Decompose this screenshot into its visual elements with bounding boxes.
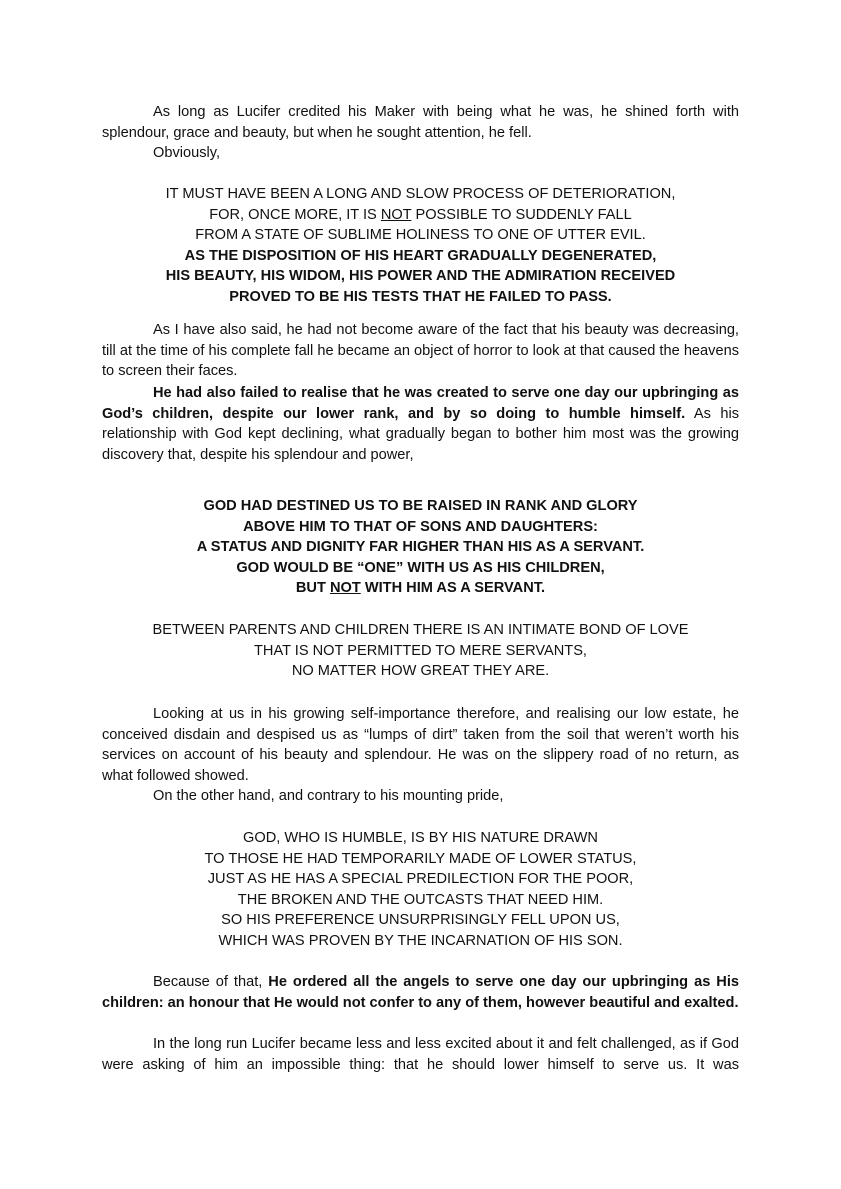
block-2-line-5 xyxy=(102,578,739,599)
block-2-line-5-underlined: NOT xyxy=(329,580,361,597)
paragraph-6 xyxy=(102,1034,739,1075)
paragraph-4-text: Looking at us in his growing self-importance therefore, and realising our low estate, he conceived disdain and despised us as “lumps of dirt” taken from the soil that weren’t worth his services on account of his beauty and splendour. He was on the slippery road of no return, as what followed showed. xyxy=(102,706,739,784)
paragraph-4 xyxy=(102,704,739,807)
centered-block-4 xyxy=(102,828,739,952)
paragraph-1-line-3: Obviously, xyxy=(153,145,221,162)
block-1-line-4 xyxy=(102,246,739,267)
block-2-line-2: ABOVE HIM TO THAT OF SONS AND DAUGHTERS: xyxy=(243,518,598,535)
paragraph-2-text: As I have also said, he had not become aware of the fact that his beauty was decreasing, till at the time of his complete fall he became an object of horror to look at that caused the heavens to screen their faces. xyxy=(102,322,739,380)
paragraph-1 xyxy=(102,102,739,164)
block-1-line-2 xyxy=(102,205,739,226)
block-3-line-2: THAT IS NOT PERMITTED TO MERE SERVANTS, xyxy=(253,642,587,659)
paragraph-3-text xyxy=(102,383,739,465)
block-4-line-5: SO HIS PREFERENCE UNSURPRISINGLY FELL UPON US, xyxy=(221,912,620,929)
block-1-line-6 xyxy=(102,287,739,308)
block-4-line-4: THE BROKEN AND THE OUTCASTS THAT NEED HIM. xyxy=(237,891,604,908)
block-1-line-2-underlined: NOT xyxy=(380,206,412,223)
block-1-line-3: FROM A STATE OF SUBLIME HOLINESS TO ONE OF UTTER EVIL. xyxy=(195,227,646,244)
block-1-line-5 xyxy=(102,266,739,287)
block-3-line-1: BETWEEN PARENTS AND CHILDREN THERE IS AN INTIMATE BOND OF LOVE xyxy=(152,622,689,638)
block-1-line-1: IT MUST HAVE BEEN A LONG AND SLOW PROCESS OF DETERIORATION, xyxy=(165,186,676,202)
block-2-line-4: GOD WOULD BE “ONE” WITH US AS HIS CHILDREN, xyxy=(236,559,605,576)
block-1-line-5-bold: HIS BEAUTY, HIS WIDOM, HIS POWER AND THE ADMIRATION RECEIVED xyxy=(165,268,676,285)
centered-block-1 xyxy=(102,184,739,308)
paragraph-1-line-2: splendour, grace and beauty, but when he sought attention, he fell. xyxy=(102,124,532,141)
block-1-line-2-post: POSSIBLE TO SUDDENLY FALL xyxy=(411,206,632,223)
block-3-line-3: NO MATTER HOW GREAT THEY ARE. xyxy=(291,663,550,680)
block-1-line-2-pre: FOR, ONCE MORE, IT IS xyxy=(209,206,381,223)
centered-block-3 xyxy=(102,620,739,682)
block-2-line-5-post: WITH HIM AS A SERVANT. xyxy=(360,580,546,597)
paragraph-2 xyxy=(102,320,739,382)
centered-block-2 xyxy=(102,496,739,599)
block-2-line-1: GOD HAD DESTINED US TO BE RAISED IN RANK AND GLORY xyxy=(203,498,638,514)
block-2-line-5-pre: BUT xyxy=(295,580,330,597)
block-1-line-6-bold: PROVED TO BE HIS TESTS THAT HE FAILED TO PASS. xyxy=(229,288,612,305)
block-2-line-3: A STATUS AND DIGNITY FAR HIGHER THAN HIS AS A SERVANT. xyxy=(196,539,645,556)
paragraph-3-bold: He had also failed to realise that he was created to serve one day our upbringing as God’s children, despite our lower rank, and by so doing to humble himself. xyxy=(102,385,739,422)
paragraph-6-text: In the long run Lucifer became less and less excited about it and felt challenged, as if God were asking of him an impossible thing: that he should lower himself to serve us. It was xyxy=(102,1036,739,1073)
paragraph-5-text xyxy=(102,972,739,1013)
block-4-line-2: TO THOSE HE HAD TEMPORARILY MADE OF LOWER STATUS, xyxy=(204,850,637,867)
paragraph-5-pre: Because of that, xyxy=(153,974,269,990)
paragraph-3 xyxy=(102,383,739,465)
block-4-line-6: WHICH WAS PROVEN BY THE INCARNATION OF HIS SON. xyxy=(218,932,623,949)
paragraph-3-rest: As his relationship with God kept declining, what gradually began to bother him most was the growing discovery that, despite his splendour and power, xyxy=(102,405,739,463)
paragraph-5 xyxy=(102,972,739,1013)
block-1-line-4-bold: AS THE DISPOSITION OF HIS HEART GRADUALLY DEGENERATED, xyxy=(184,247,657,264)
block-4-line-1: GOD, WHO IS HUMBLE, IS BY HIS NATURE DRAWN xyxy=(243,830,598,846)
block-4-line-3: JUST AS HE HAS A SPECIAL PREDILECTION FOR THE POOR, xyxy=(207,871,634,888)
paragraph-4-line-2: On the other hand, and contrary to his mounting pride, xyxy=(153,788,504,805)
paragraph-5-bold: He ordered all the angels to serve one day our upbringing as His children: an honour that He would not confer to any of them, however beautiful and exalted. xyxy=(102,974,739,1011)
paragraph-1-line-1: As long as Lucifer credited his Maker with being what he was, he shined forth with xyxy=(153,104,739,120)
